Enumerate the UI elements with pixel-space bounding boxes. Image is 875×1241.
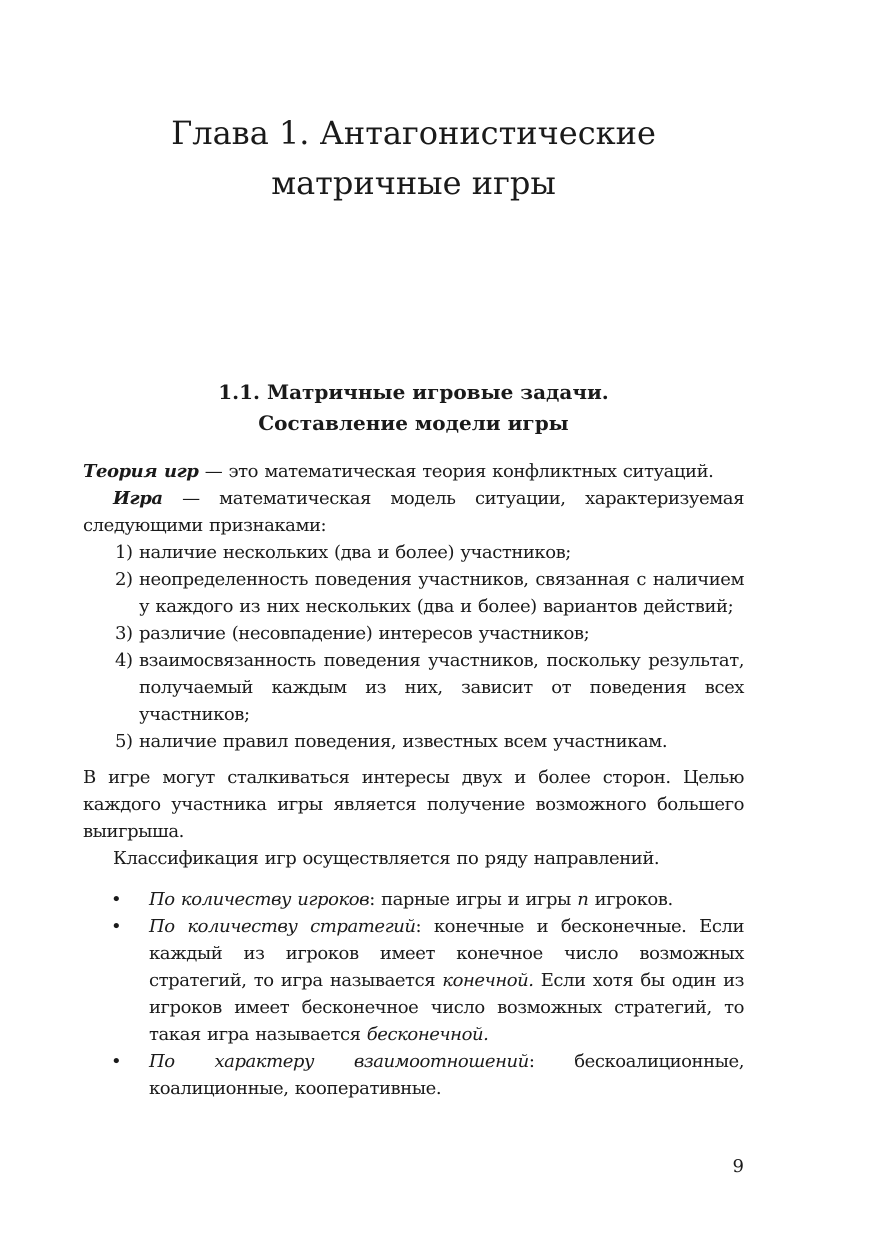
list-item-number: 2) — [115, 569, 133, 590]
term-game-theory: Теория игр — [83, 461, 199, 482]
section-title-line-2: Составление модели игры — [258, 411, 569, 435]
list-item-text: наличие нескольких (два и более) участников; — [139, 542, 571, 563]
chapter-title — [83, 108, 744, 208]
paragraph-interests: В игре могут сталкиваться интересы двух и более сторон. Целью каждого участника игры является получение возможного большего выигрыша. — [83, 767, 744, 842]
list-item-text: взаимосвязанность поведения участников, поскольку результат, получаемый каждым из них, зависит от поведения всех участников; — [139, 650, 744, 725]
variable-n: n — [577, 889, 589, 910]
list-item — [83, 1048, 744, 1102]
paragraph-classification-intro: Классификация игр осуществляется по ряду направлений. — [113, 848, 660, 869]
list-item — [83, 620, 744, 647]
book-page — [83, 0, 744, 1241]
classification-text: Если хотя бы один из игроков имеет бесконечное число возможных стратегий, то такая игра называется — [149, 970, 744, 1045]
bullet-icon: • — [111, 889, 122, 910]
list-item-number: 1) — [115, 542, 133, 563]
classification-list — [83, 886, 744, 1102]
list-item-number: 5) — [115, 731, 133, 752]
list-item-text: различие (несовпадение) интересов участников; — [139, 623, 590, 644]
list-item — [83, 647, 744, 728]
page-body — [83, 458, 744, 1102]
list-item — [83, 539, 744, 566]
game-features-list — [83, 539, 744, 755]
list-item-number: 3) — [115, 623, 133, 644]
classification-label: По количеству стратегий — [149, 916, 416, 937]
definition-game-theory-text: — это математическая теория конфликтных ситуаций. — [198, 461, 714, 482]
classification-label: По количеству игроков — [149, 889, 370, 910]
emphasis-infinite: бесконечной. — [366, 1024, 489, 1045]
emphasis-finite: конечной. — [442, 970, 534, 991]
list-item-text: неопределенность поведения участников, связанная с наличием у каждого из них нескольких (два и более) вариантов действий; — [139, 569, 744, 617]
list-item-text: наличие правил поведения, известных всем участникам. — [139, 731, 668, 752]
definition-game-text: — математическая модель ситуации, характеризуемая следующими признаками: — [83, 488, 744, 536]
list-item — [83, 728, 744, 755]
classification-text: игроков. — [588, 889, 673, 910]
chapter-title-line-1: Глава 1. Антагонистические — [171, 114, 656, 152]
list-item-number: 4) — [115, 650, 133, 671]
bullet-icon: • — [111, 916, 122, 937]
bullet-icon: • — [111, 1051, 122, 1072]
list-item — [83, 566, 744, 620]
classification-text: : бескоалиционные, коалиционные, кооперативные. — [149, 1051, 744, 1099]
chapter-title-line-2: матричные игры — [271, 164, 556, 202]
list-item — [83, 886, 744, 913]
list-item — [83, 913, 744, 1048]
section-title-line-1: 1.1. Матричные игровые задачи. — [218, 380, 609, 404]
definition-game-theory — [83, 458, 744, 485]
classification-label: По характеру взаимоотношений — [149, 1051, 529, 1072]
classification-text: : конечные и бесконечные. Если каждый из игроков имеет конечное число возможных стратегий, то игра называется — [149, 916, 745, 991]
section-title — [83, 377, 744, 439]
definition-game — [83, 485, 744, 539]
term-game: Игра — [113, 488, 163, 509]
classification-text: : парные игры и игры — [369, 889, 578, 910]
page-number: 9 — [732, 1156, 744, 1177]
